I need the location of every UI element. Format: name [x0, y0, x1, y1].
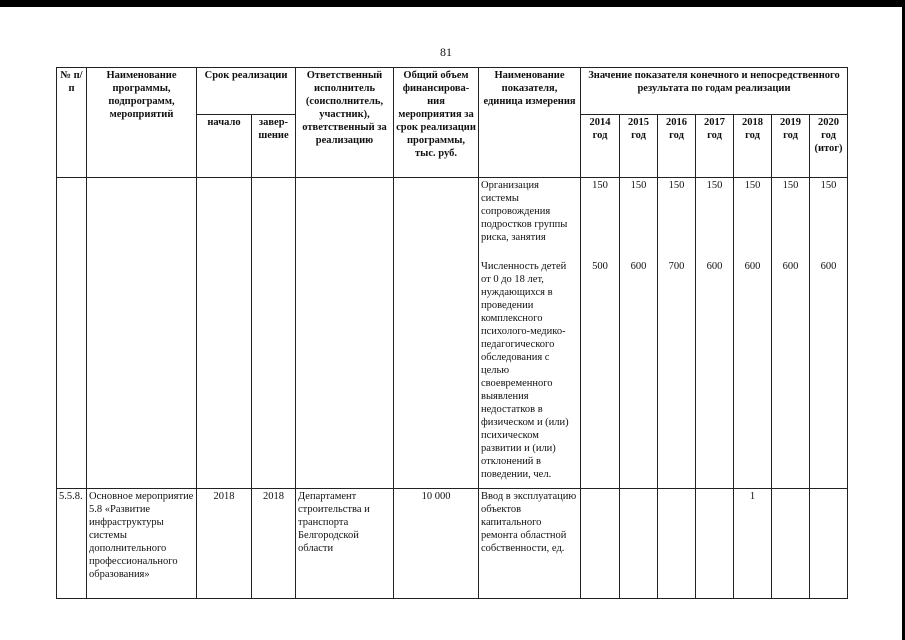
header-responsible: Ответственный исполнитель (соисполнитель, участник), ответственный за реализацию	[296, 68, 394, 178]
value-cell: 600	[620, 259, 658, 489]
header-term: Срок реализации	[197, 68, 296, 115]
value-cell	[810, 489, 848, 599]
value-cell: 150	[772, 178, 810, 259]
value-cell	[581, 489, 620, 599]
value-cell: 150	[734, 178, 772, 259]
value-cell: 1	[734, 489, 772, 599]
page-number: 81	[440, 45, 452, 59]
value-cell: 150	[696, 178, 734, 259]
top-scan-border	[0, 0, 905, 7]
header-indicator: Наименование показателя, единица измерения	[479, 68, 581, 178]
header-year: 2015 год	[620, 115, 658, 178]
funding-cell: 10 000	[394, 489, 479, 599]
indicator-cell: Ввод в эксплуатацию объектов капитального ремонта областной собственности, ед.	[479, 489, 581, 599]
header-values-title: Значение показателя конечного и непосредственного результата по годам реализации	[581, 68, 848, 115]
indicator-cell: Численность детей от 0 до 18 лет, нуждающихся в проведении комплексного психолого-медико-педагогического обследования с целью своевременного выявления недостатков в физическом и (или) психическом развитии и (или) отклонений в поведении, чел.	[479, 259, 581, 489]
header-row-1	[57, 68, 848, 115]
term-start: 2018	[197, 489, 252, 599]
value-cell: 600	[734, 259, 772, 489]
header-num: № п/п	[57, 68, 87, 178]
value-cell	[772, 489, 810, 599]
table-row	[57, 489, 848, 599]
table-row	[57, 178, 848, 259]
value-cell: 600	[772, 259, 810, 489]
header-year: 2014 год	[581, 115, 620, 178]
value-cell	[620, 489, 658, 599]
row-number: 5.5.8.	[57, 489, 87, 599]
header-year: 2016 год	[658, 115, 696, 178]
header-year: 2017 год	[696, 115, 734, 178]
value-cell	[658, 489, 696, 599]
table-row	[57, 259, 848, 489]
header-funding: Общий объем финансирова-ния мероприятия за срок реализации программы, тыс. руб.	[394, 68, 479, 178]
responsible-cell: Департамент строительства и транспорта Белгородской области	[296, 489, 394, 599]
measure-name: Основное мероприятие 5.8 «Развитие инфраструктуры системы дополнительного профессионального образования»	[87, 489, 197, 599]
header-term-start: начало	[197, 115, 252, 178]
header-name: Наименование программы, подпрограмм, мероприятий	[87, 68, 197, 178]
value-cell: 150	[658, 178, 696, 259]
value-cell	[696, 489, 734, 599]
indicator-cell: Организация системы сопровождения подростков группы риска, занятия	[479, 178, 581, 259]
value-cell: 150	[581, 178, 620, 259]
term-end: 2018	[252, 489, 296, 599]
value-cell: 150	[810, 178, 848, 259]
header-year: 2020 год (итог)	[810, 115, 848, 178]
header-term-end: завер-шение	[252, 115, 296, 178]
value-cell: 150	[620, 178, 658, 259]
value-cell: 600	[810, 259, 848, 489]
indicator-table	[56, 67, 848, 599]
value-cell: 600	[696, 259, 734, 489]
header-year: 2019 год	[772, 115, 810, 178]
header-year: 2018 год	[734, 115, 772, 178]
value-cell: 700	[658, 259, 696, 489]
value-cell: 500	[581, 259, 620, 489]
